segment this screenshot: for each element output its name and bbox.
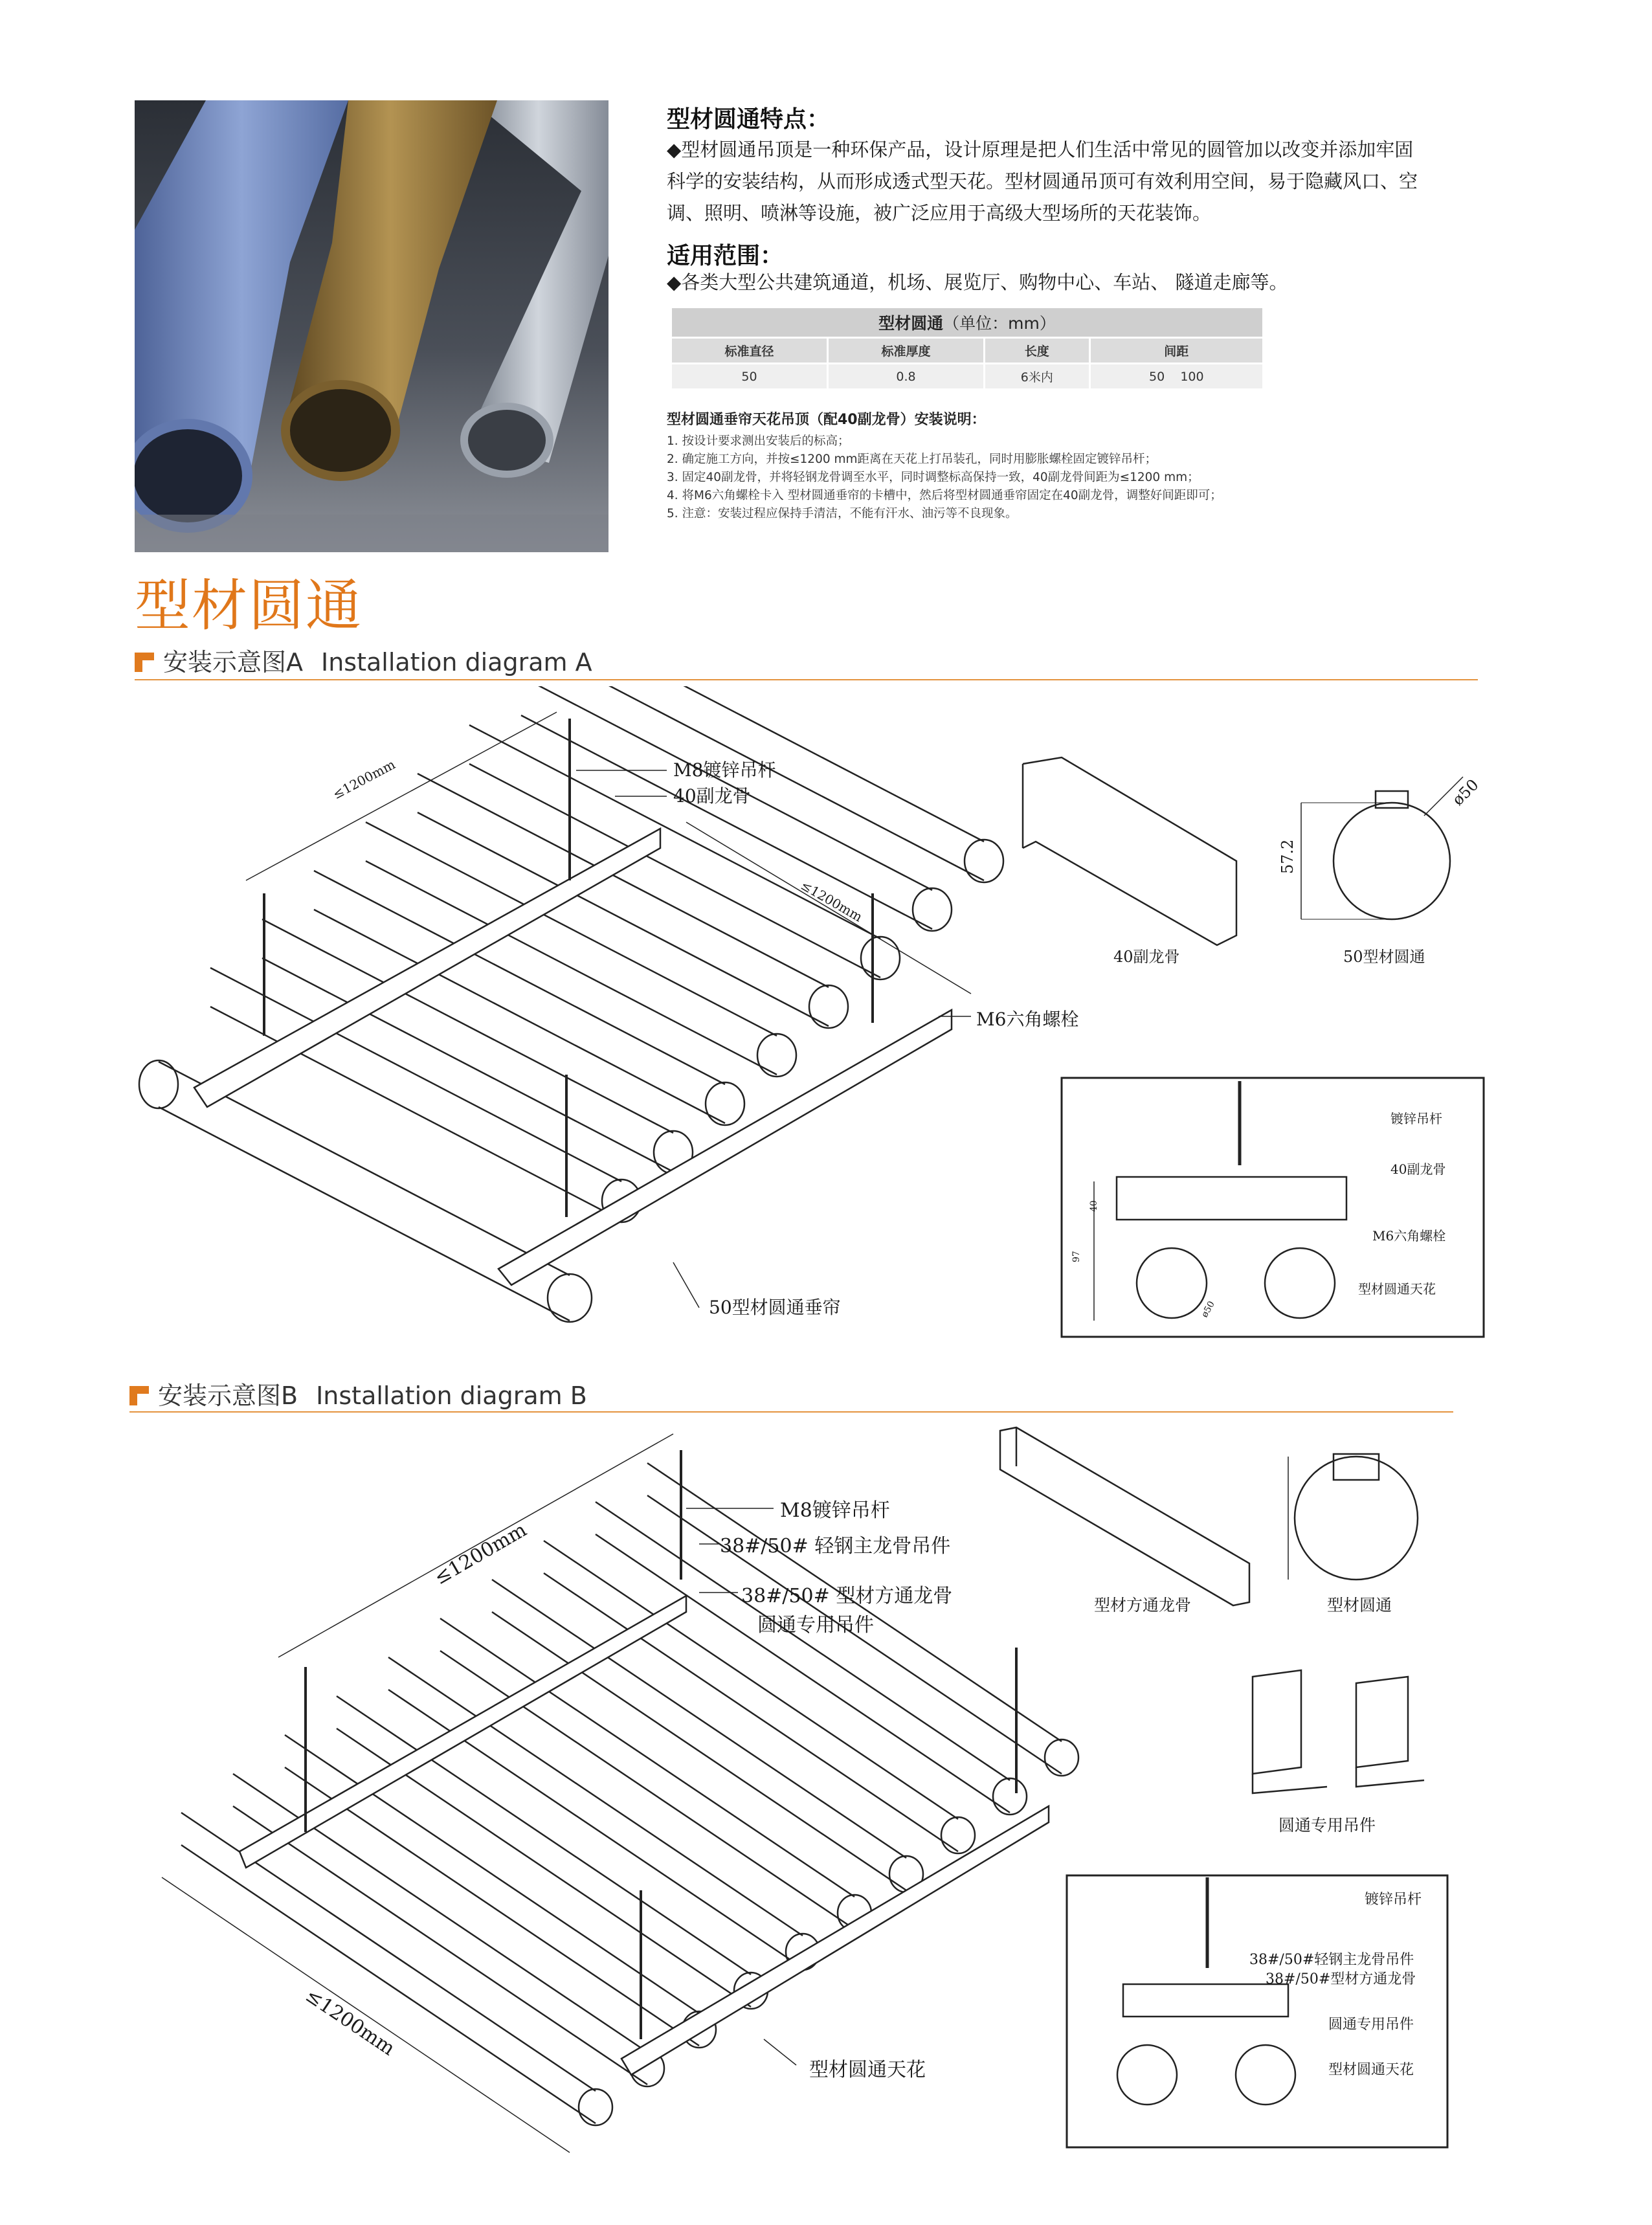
- install-step: 5. 注意：安装过程应保持手清洁，不能有汗水、油污等不良现象。: [667, 507, 1018, 520]
- label-bolt: M6六角螺栓: [976, 1009, 1079, 1030]
- dim-label: 40: [1089, 1200, 1099, 1212]
- detail-label: 镀锌吊杆: [1390, 1111, 1442, 1126]
- install-step: 1. 按设计要求测出安装后的标高；: [667, 434, 850, 448]
- tube-section-b: [1288, 1454, 1418, 1580]
- spec-header: 标准直径: [671, 338, 828, 364]
- spec-cell: 0.8: [828, 364, 985, 390]
- detail-label: 38#/50#型材方通龙骨: [1266, 1971, 1416, 1987]
- section-marker-icon: [135, 653, 154, 672]
- section-marker-icon: [129, 1386, 149, 1405]
- product-photo: [135, 100, 608, 552]
- features-heading: 型材圆通特点：: [667, 106, 831, 133]
- features-line: 调、照明、喷淋等设施，被广泛应用于高级大型场所的天花装饰。: [667, 202, 1212, 224]
- dim-label: ≤1200mm: [798, 877, 865, 925]
- dim-label: 97: [1071, 1251, 1082, 1262]
- install-step: 3. 固定40副龙骨，并将轻钢龙骨调至水平，同时调整标高保持一致，40副龙骨间距为≤1200 mm；: [667, 471, 1200, 484]
- section-b-heading: 安装示意图B Installation diagram B: [129, 1376, 587, 1411]
- tube-b-group: [181, 1463, 1062, 2123]
- spec-header: 长度: [985, 338, 1090, 364]
- label-rod: M8镀锌吊杆: [780, 1499, 890, 1522]
- part-label: 圆通专用吊件: [1278, 1816, 1376, 1835]
- install-title: 型材圆通垂帘天花吊顶（配40副龙骨）安装说明：: [667, 412, 986, 428]
- spec-cell: 50: [671, 364, 828, 390]
- scope-heading: 适用范围：: [667, 243, 784, 269]
- dim-label: ≤1200mm: [430, 1518, 531, 1590]
- section-a-rule: [135, 679, 1478, 680]
- detail-label: 型材圆通天花: [1358, 1281, 1436, 1297]
- spec-cell: 6米内: [985, 364, 1090, 390]
- dim-label: ≤1200mm: [301, 1984, 399, 2061]
- label-curtain: 50型材圆通垂帘: [709, 1297, 841, 1318]
- label-hanger: 38#/50# 轻钢主龙骨吊件: [720, 1535, 951, 1558]
- label-square: 38#/50# 型材方通龙骨: [741, 1585, 953, 1607]
- spec-header: 标准厚度: [828, 338, 985, 364]
- page-title: 型材圆通: [135, 574, 363, 638]
- part-label: 50型材圆通: [1343, 948, 1425, 966]
- spec-table: [670, 306, 1264, 390]
- keel-part-a: [1023, 757, 1236, 945]
- detail-label: 镀锌吊杆: [1365, 1892, 1422, 1908]
- tube-a-group: [159, 686, 984, 1321]
- section-a-heading: 安装示意图A Installation diagram A: [135, 642, 592, 678]
- detail-label: 38#/50#轻钢主龙骨吊件: [1249, 1952, 1414, 1968]
- detail-label: 40副龙骨: [1390, 1161, 1446, 1177]
- section-b-rule: [129, 1411, 1453, 1413]
- install-step: 4. 将M6六角螺栓卡入 型材圆通垂帘的卡槽中，然后将型材圆通垂帘固定在40副龙骨，调整好间距即可；: [667, 489, 1222, 502]
- tube-section-a: [1301, 777, 1463, 919]
- detail-label: M6六角螺栓: [1372, 1228, 1446, 1244]
- part-label: 型材圆通: [1327, 1596, 1392, 1615]
- spec-caption: 型材圆通（单位：mm）: [671, 307, 1264, 338]
- spec-header: 间距: [1089, 338, 1263, 364]
- part-label: 40副龙骨: [1113, 948, 1180, 966]
- dim-label: ≤1200mm: [330, 756, 398, 803]
- scope-line: ◆各类大型公共建筑通道，机场、展览厅、购物中心、车站、 隧道走廊等。: [667, 271, 1288, 293]
- detail-label: 圆通专用吊件: [1328, 2017, 1414, 2033]
- label-ceiling: 型材圆通天花: [809, 2059, 926, 2081]
- dim-label: ø50: [1449, 776, 1482, 809]
- detail-label: 型材圆通天花: [1328, 2062, 1414, 2078]
- label-clip: 圆通专用吊件: [757, 1614, 874, 1637]
- label-keel: 40副龙骨: [673, 785, 751, 807]
- install-steps: [667, 432, 1573, 523]
- dim-label: ø50: [1200, 1299, 1217, 1319]
- spec-cell: 50 100: [1089, 364, 1263, 390]
- install-step: 2. 确定施工方向，并按≤1200 mm距离在天花上打吊装孔，同时用膨胀螺栓固定镀锌吊杆；: [667, 453, 1157, 466]
- diagram-a: [0, 686, 1652, 1359]
- dim-label: 57.2: [1278, 839, 1297, 874]
- part-label: 型材方通龙骨: [1094, 1596, 1192, 1615]
- features-line: ◆型材圆通吊顶是一种环保产品，设计原理是把人们生活中常见的圆管加以改变并添加牢固: [667, 139, 1414, 161]
- detail-box-b: [1067, 1875, 1447, 2147]
- features-body: [667, 134, 1508, 229]
- features-line: 科学的安装结构，从而形成透式型天花。型材圆通吊顶可有效利用空间，易于隐藏风口、空: [667, 170, 1418, 192]
- clip-parts: [1253, 1670, 1424, 1793]
- label-rod: M8镀锌吊杆: [673, 759, 776, 781]
- square-keel-part: [1000, 1427, 1249, 1605]
